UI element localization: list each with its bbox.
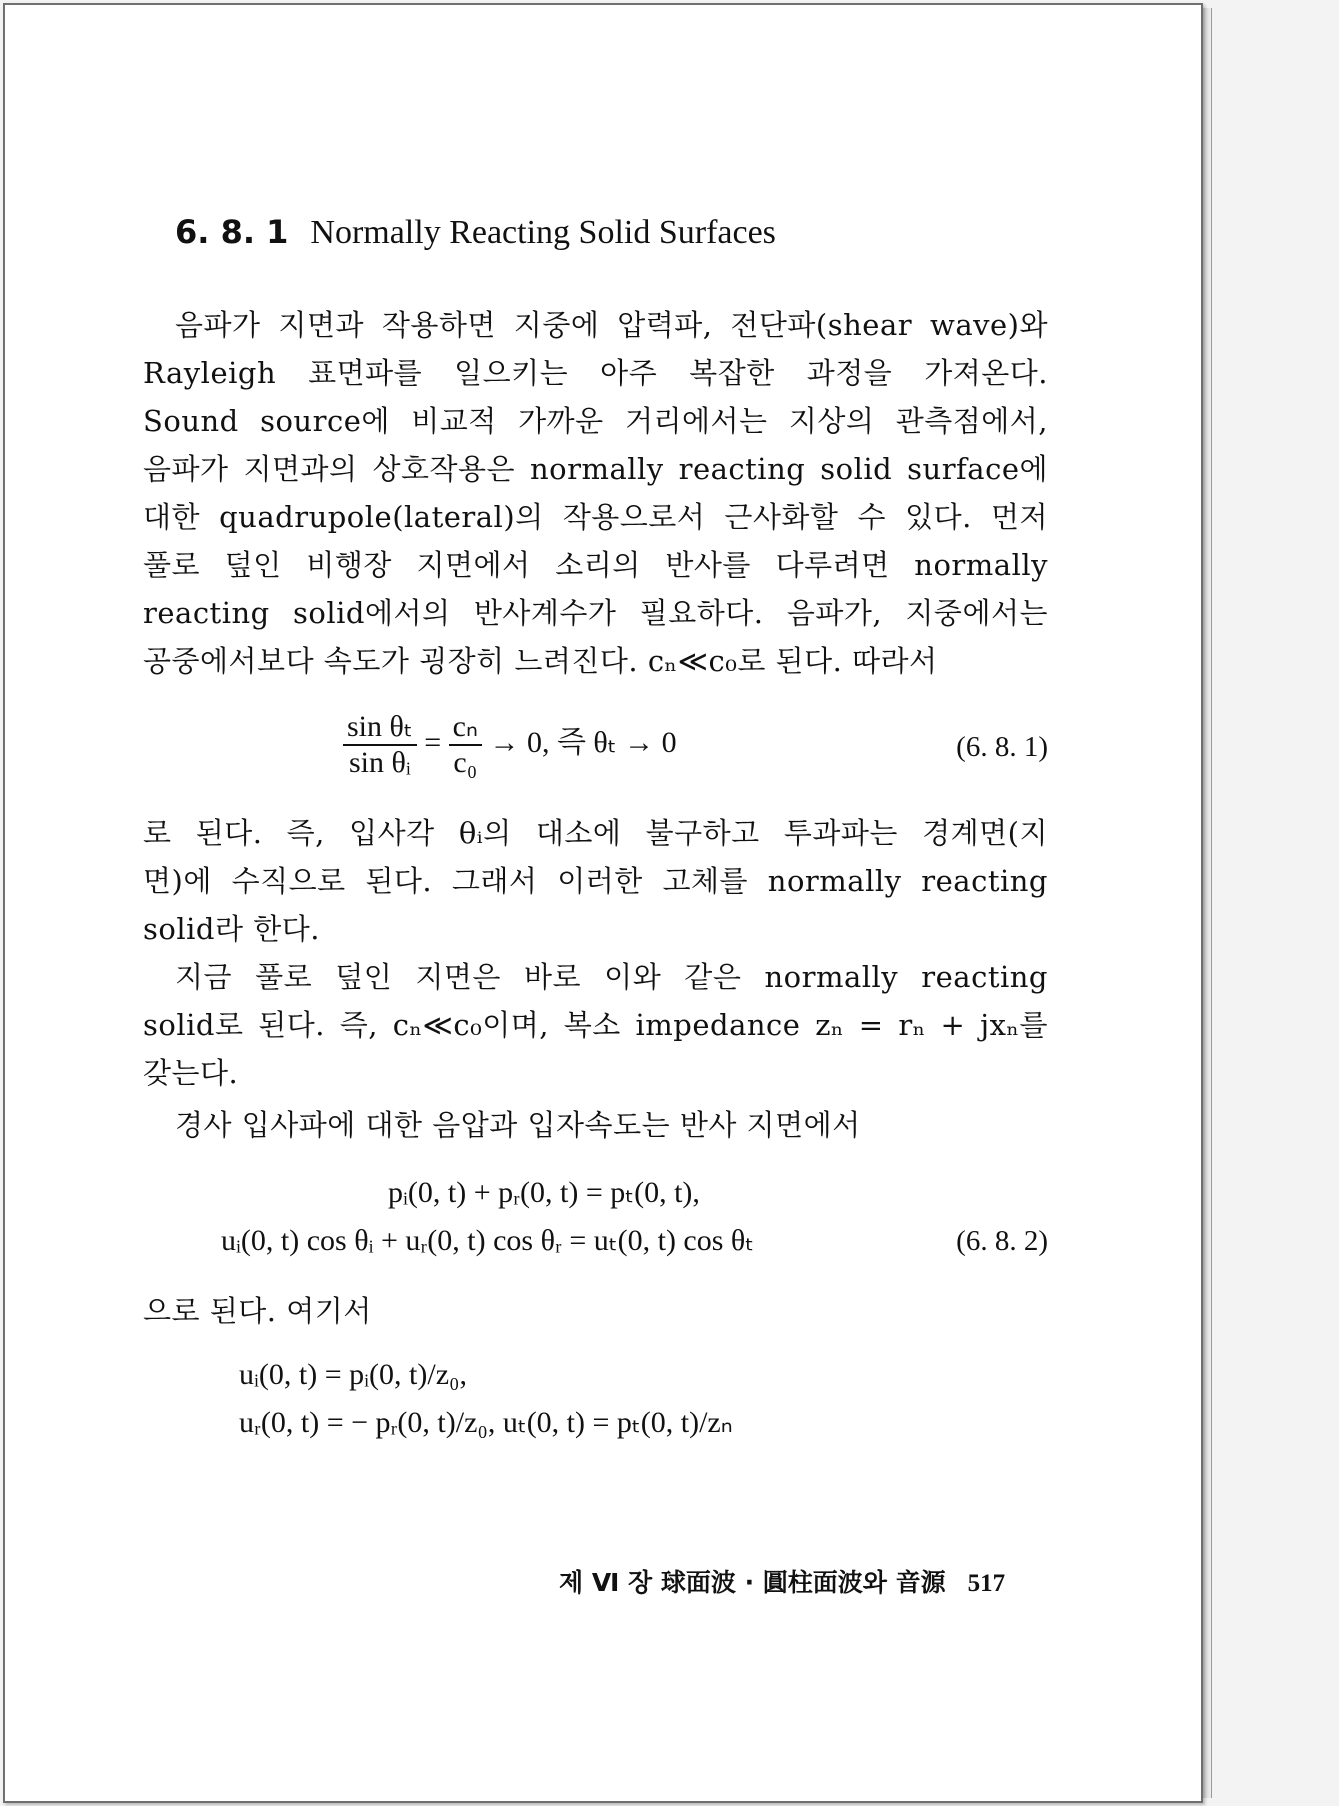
paragraph-intro — [143, 301, 1048, 685]
fraction-speed-ratio — [449, 710, 482, 780]
text-line: 지금 풀로 덮인 지면은 바로 이와 같은 normally reacting — [175, 960, 1048, 994]
fraction-sin-ratio — [343, 710, 417, 780]
paragraph-where — [143, 1287, 1048, 1335]
equals-sign: = — [424, 725, 449, 759]
equation-velocity-reflected-transmitted: uᵣ(0, t) = − pᵣ(0, t)/z₀, uₜ(0, t) = pₜ(0, t)/zₙ — [239, 1406, 733, 1439]
equation-velocity-incident: uᵢ(0, t) = pᵢ(0, t)/z₀, — [239, 1358, 467, 1391]
text-line: 면)에 수직으로 된다. 그래서 이러한 고체를 normally reacting — [143, 864, 1048, 898]
text-line: reacting solid에서의 반사계수가 필요하다. 음파가, 지중에서는 — [143, 596, 1048, 630]
text-line: 로 된다. 즉, 입사각 θᵢ의 대소에 불구하고 투과파는 경계면(지 — [143, 816, 1048, 850]
text-line: solid로 된다. 즉, cₙ≪c₀이며, 복소 impedance zₙ = rₙ + jxₙ를 — [143, 1008, 1048, 1042]
equation-label-6-8-2: (6. 8. 2) — [956, 1225, 1048, 1257]
text-line: 풀로 덮인 비행장 지면에서 소리의 반사를 다루려면 normally — [143, 548, 1048, 582]
fraction-denominator: c₀ — [453, 746, 478, 779]
paragraph-grass-ground — [143, 953, 1048, 1097]
text-line: 음파가 지면과의 상호작용은 normally reacting solid surface에 — [143, 452, 1048, 486]
equation-velocity-continuity: uᵢ(0, t) cos θᵢ + uᵣ(0, t) cos θᵣ = uₜ(0, t) cos θₜ — [221, 1224, 755, 1257]
text-line: Rayleigh 표면파를 일으키는 아주 복잡한 과정을 가져온다. — [143, 356, 1048, 390]
equation-tail: → 0, 즉 θₜ → 0 — [489, 725, 677, 759]
section-heading — [175, 212, 776, 253]
paragraph-normal-transmission — [143, 809, 1048, 953]
document-page — [3, 3, 1203, 1803]
section-title: Normally Reacting Solid Surfaces — [310, 214, 776, 251]
chapter-title: 제 Ⅵ 장 球面波 · 圓柱面波와 音源 — [559, 1568, 946, 1597]
page-number: 517 — [967, 1570, 1006, 1597]
paragraph-oblique-incidence — [143, 1101, 1048, 1149]
text-line: 갖는다. — [143, 1056, 239, 1090]
fraction-numerator: sin θₜ — [343, 710, 417, 746]
section-number: 6. 8. 1 — [175, 213, 289, 251]
text-line: 대한 quadrupole(lateral)의 작용으로서 근사화할 수 있다. 먼저 — [143, 500, 1048, 534]
equation-pressure-continuity: pᵢ(0, t) + pᵣ(0, t) = pₜ(0, t), — [388, 1176, 700, 1209]
page-edge-shadow — [1203, 8, 1212, 1798]
text-line: Sound source에 비교적 가까운 거리에서는 지상의 관측점에서, — [143, 404, 1048, 438]
text-line: 공중에서보다 속도가 굉장히 느려진다. cₙ≪c₀로 된다. 따라서 — [143, 644, 938, 678]
equation-6-8-1 — [343, 710, 677, 780]
text-line: 경사 입사파에 대한 음압과 입자속도는 반사 지면에서 — [175, 1108, 861, 1142]
equation-label-6-8-1: (6. 8. 1) — [956, 731, 1048, 763]
fraction-numerator: cₙ — [449, 710, 482, 746]
text-line: 으로 된다. 여기서 — [143, 1294, 372, 1328]
text-line: solid라 한다. — [143, 912, 320, 946]
fraction-denominator: sin θᵢ — [348, 746, 411, 779]
page-footer — [559, 1563, 1005, 1599]
text-line: 음파가 지면과 작용하면 지중에 압력파, 전단파(shear wave)와 — [175, 308, 1048, 342]
